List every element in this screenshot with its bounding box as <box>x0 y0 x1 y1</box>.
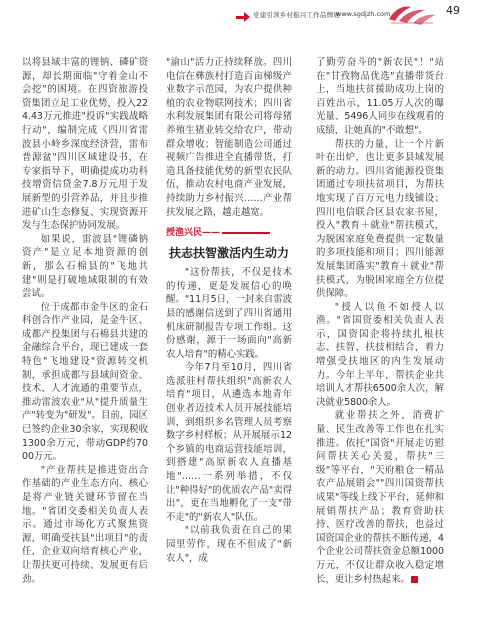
paragraph: 以将县域丰富的锂钠、磷矿资源，却长期面临"守着金山不会挖"的困境。在四资旅游投资集团立足工业优势，投入224.43万元推进"投诉"实践战略行动"，编制完成《四川省雷波县小岭乡深度经济营，雷布普源盆"四川区域建设书，在专家指导下，明确提成功功科技增资信贷金7.8万元用于发展新型的引营养品，并且步推进矿山生态修复、实现资源开发与生态保护协同发展。 <box>22 57 148 232</box>
paragraph: "渝山"活力正持续释放。四川电信在彝族村打造百亩梯级产业数字示范园，为农户提供种植的农业物联网技术；四川省水利发展集团有限公司将母猪养殖生猪业转交给农户，带动群众增收；智能制造公司通过视频广告推进全直播带货，打造具备技能优势的新型农民队伍，推动农村电商产业发展，持续助力乡村振兴……产业帮扶发展之路，越走越宽。 <box>166 57 292 218</box>
paragraph: 了勤劳奋斗的"新农民"！"站在"甘孜物品优选"直播带货台上，当地扶贫援助成功上岗的百姓出示，11.05万人次的曝光量、5496人同步在线观看的成绩，让她真的"不敢想"。 <box>316 57 444 136</box>
page-number: 49 <box>446 4 460 17</box>
page-header <box>0 0 484 44</box>
paragraph-final <box>316 409 444 586</box>
subhead-label: 授渔兴民—— <box>166 228 221 239</box>
header-rule <box>236 16 244 19</box>
subhead-rule <box>222 232 270 234</box>
section-title-heading: 扶志扶智激活内生动力 <box>168 246 289 261</box>
article-column-3 <box>316 56 444 586</box>
section-subhead <box>166 227 292 240</box>
paragraph: 帮扶的力量，让一个片新叶在出炉，也让更多县域发展新的动力。四川省能源投资集团通过专项扶贫项目，为帮扶地实现了百万元电力线铺设；四川电信联合区县农家书屋，投入"教育＋就业"帮扶模式，为脱困家庭免费提供一定数量的多项技能和项目；四川能源发展集团落实"教育＋就业"帮扶模式，为脱困家庭全方位提供保障。 <box>316 138 444 300</box>
end-mark-icon <box>411 576 418 583</box>
paragraph-text: 就业帮扶之外，消费扩量、民生改善等工作也在扎实推进。依托"国资"开展走访慰问帮扶关心关爱，帮扶"三级"等平台，"天府粮仓一精品农产品展销会""四川国资帮扶成果"等线上线下平台，延伸和展销帮扶产品；教育资助扶持、医疗改善的帮扶，也益过国资国企业的帮扶不断传递，4个企业公司帮扶资金总额1000万元，不仅让群众收入稳定增长，更让乡村热起来。 <box>316 410 444 585</box>
paragraph: "产业帮扶是推进资出合作基础的产业生态方向、核心是将产业链关键环节留在当地。"省团交委相关负责人表示。通过市场化方式聚焦资源，明确受扶县"出项目"的责任，企业双向培育核心产业，让帮扶更可持续、发展更有后劲。 <box>22 464 148 585</box>
header-arrow-icon <box>244 12 250 22</box>
magazine-url: www.sgdjzh.com <box>336 10 391 18</box>
paragraph: "这份帮扶，不仅是技术的传递，更是发展信心的唤醒。"11月5日，一封来自雷波县的感谢信送到了四川省通用机床研制报告专项工作组。这份感谢，源于一场面向"高新农人培育"的精心实践。 <box>166 267 292 360</box>
section-title: 党建引领乡村振兴工作品牌展 <box>253 11 341 19</box>
magazine-logo <box>385 1 437 27</box>
paragraph: 今年7月至10月，四川省选派驻村帮扶组织"高新农人培育"项目，从遴选本地青年创业者迈技术人员开展技能培训，到组织多名管理人员考察数字乡村样板；从开展展示12个乡镇的电商运营技能培训，到搭建"高原新农人直播基地"……一系列举措，不仅让"种得好"的优质农产品"卖得出"，更在当地孵化了一支"带不走"的"新农人"队伍。 <box>166 362 292 523</box>
paragraph: "以前我负责在自己的果园里劳作，现在不但成了"新农人"，成 <box>166 525 292 564</box>
article-column-2 <box>166 56 292 565</box>
paragraph: 位于成都市金牛区的金石科创合作产业园，是金牛区、成都产投集团与石棉县共建的金融综合平台，现已建成一套特色"飞地建设"资源转交机制，承担成都与县域间资金、技术、人才流通的重要节点，推动雷波农业"从"提升质量生产"转变为"研发"。目前，园区已签约企业30余家，实现税收1300余万元，带动GDP约7000万元。 <box>22 301 148 463</box>
paragraph: "授人以鱼不如授人以渔。"省国资委相关负责人表示，国资国企将持续扎根扶志、扶智、扶技相结合，着力增强受扶地区的内生发展动力。今年上半年，帮扶企业共培训人才帮扶6500余人次，解决就业5800余人。 <box>316 301 444 408</box>
paragraph: 如果说，雷波县"锂磷钠资产"是立足本地资源的创新，那么石棉县的"飞地共建"则是打破地域限制的有效尝试。 <box>22 233 148 300</box>
article-column-1 <box>22 56 148 586</box>
